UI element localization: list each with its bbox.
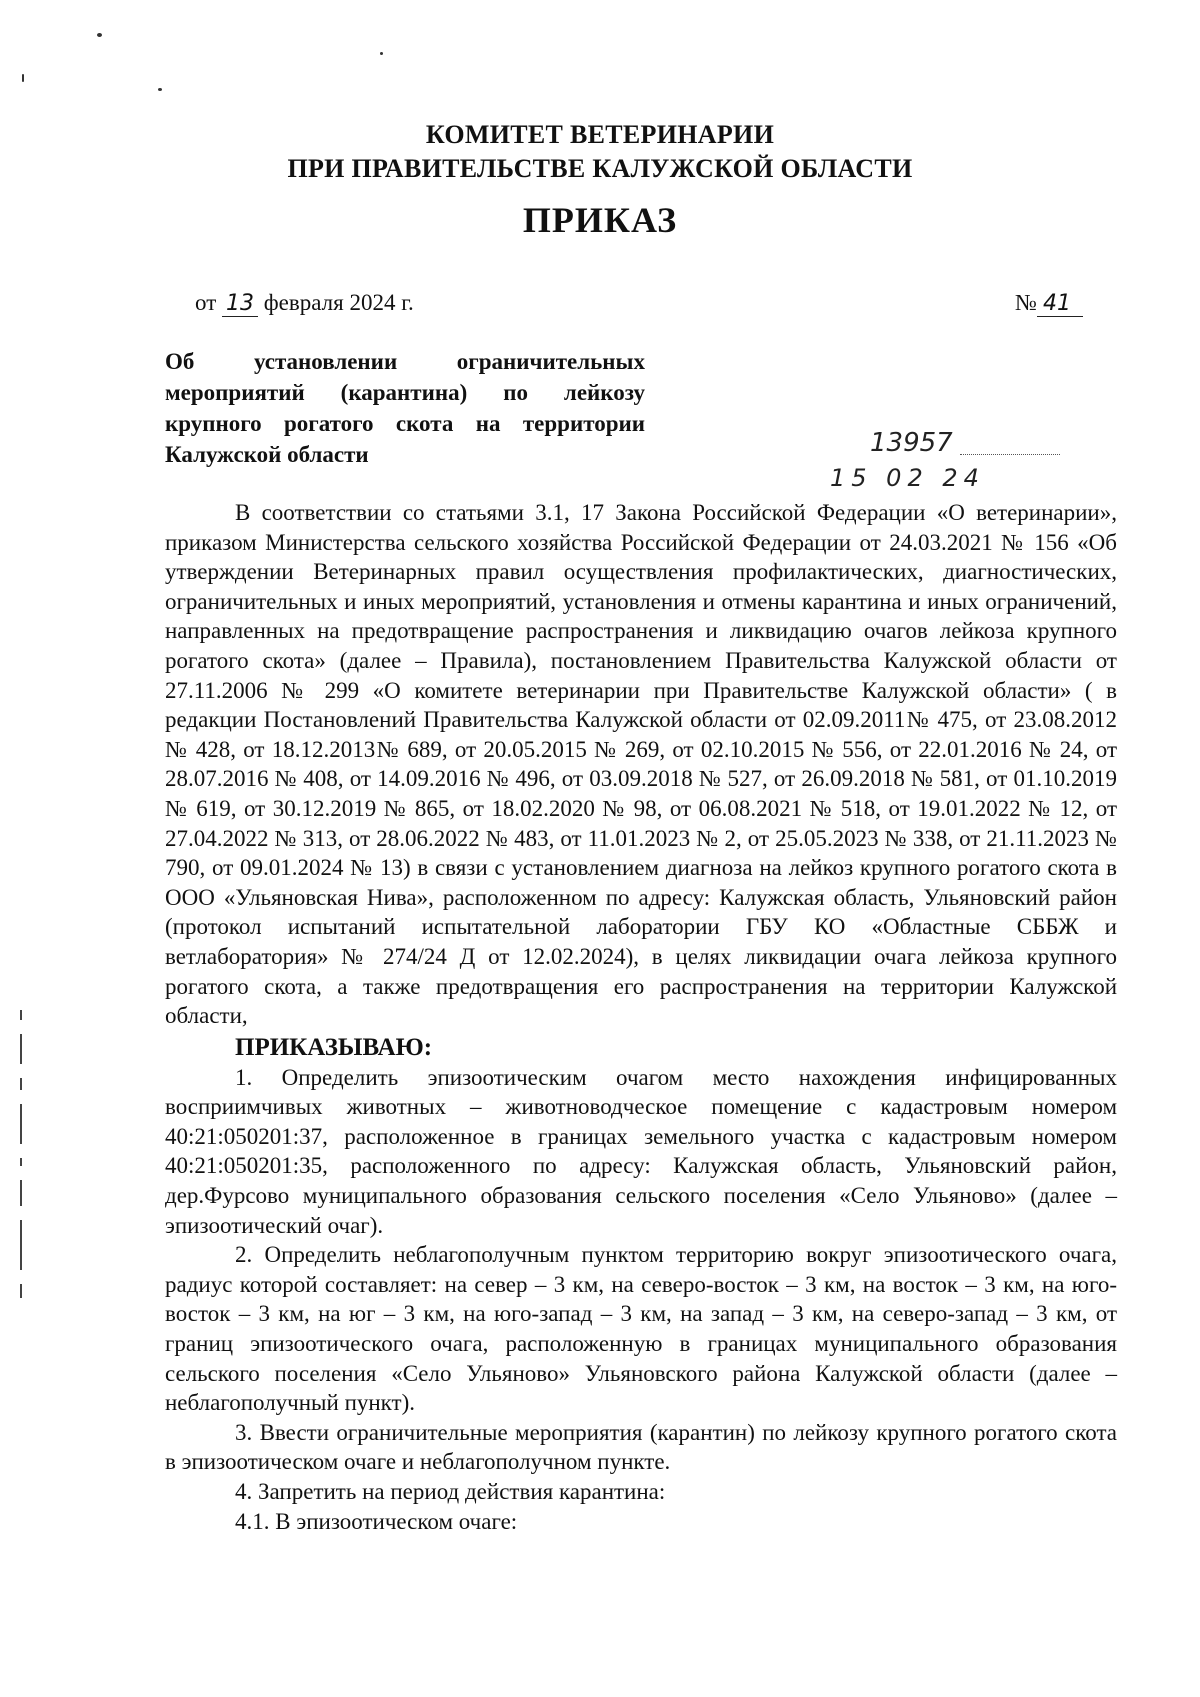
order-item-2: 2. Определить неблагополучным пунктом территорию вокруг эпизоотического очага, радиус которой составляет: на север – 3 км, на северо-восток – 3 км, на восток – 3 км, на юго-восток – 3 км, на юг – 3 км, на юго-запад – 3 км, на запад – 3 км, на северо-запад – 3 км, от границ эпизоотического очага, расположенную в границах муниципального образования сельского поселения «Село Ульяново» Ульяновского района Калужской области (далее – неблагополучный пункт). bbox=[165, 1242, 1117, 1416]
document-type-title: ПРИКАЗ bbox=[522, 200, 678, 240]
order-subject: Об установлении ограничительных мероприятий (карантина) по лейкозу крупного рогатого скота на территории Калужской области bbox=[165, 349, 645, 467]
order-item-4: 4. Запретить на период действия карантина: bbox=[235, 1479, 666, 1504]
date-prefix: от bbox=[195, 290, 217, 315]
committee-name-line-2: ПРИ ПРАВИТЕЛЬСТВЕ КАЛУЖСКОЙ ОБЛАСТИ bbox=[287, 154, 913, 183]
registration-dotted-line bbox=[960, 454, 1060, 455]
preamble-paragraph: В соответствии со статьями 3.1, 17 Закона Российской Федерации «О ветеринарии», приказом Министерства сельского хозяйства Российской Федерации от 24.03.2021 № 156 «Об утверждении Ветеринарных правил осуществления профилактических, диагностических, ограничительных и иных мероприятий, установления и отмены карантина и иных ограничений, направленных на предотвращение распространения и ликвидацию очагов лейкоза крупного рогатого скота» (далее – Правила), постановлением Правительства Калужской области от 27.11.2006 № 299 «О комитете ветеринарии при Правительстве Калужской области» ( в редакции Постановлений Правительства Калужской области от 02.09.2011№ 475, от 23.08.2012 № 428, от 18.12.2013№ 689, от 20.05.2015 № 269, от 02.10.2015 № 556, от 22.01.2016 № 24, от 28.07.2016 № 408, от 14.09.2016 № 496, от 03.09.2018 № 527, от 26.09.2018 № 581, от 01.10.2019 № 619, от 30.12.2019 № 865, от 18.02.2020 № 98, от 06.08.2021 № 518, от 19.01.2022 № 12, от 27.04.2022 № 313, от 28.06.2022 № 483, от 11.01.2023 № 2, от 25.05.2023 № 338, от 21.11.2023 № 790, от 09.01.2024 № 13) в связи с установлением диагноза на лейкоз крупного рогатого скота в ООО «Ульяновская Нива», расположенном по адресу: Калужская область, Ульяновский район (протокол испытаний испытательной лаборатории ГБУ КО «Областные СББЖ и ветлаборатория» № 274/24 Д от 12.02.2024), в целях ликвидации очага лейкоза крупного рогатого скота, а также предотвращения его распространения на территории Калужской области, bbox=[165, 500, 1117, 1029]
order-item-1: 1. Определить эпизоотическим очагом место нахождения инфицированных восприимчивых животных – животноводческое помещение с кадастровым номером 40:21:050201:37, расположенное в границах земельного участка с кадастровым номером 40:21:050201:35, расположенного по адресу: Калужская область, Ульяновский район, дер.Фурсово муниципального образования сельского поселения «Село Ульяново» (далее – эпизоотический очаг). bbox=[165, 1064, 1117, 1238]
order-number bbox=[1015, 288, 1083, 319]
registration-date: 15 02 24 bbox=[830, 464, 985, 492]
scan-speck bbox=[97, 33, 102, 37]
date-day-handwritten: 13 bbox=[222, 291, 258, 317]
registration-mark bbox=[820, 428, 1070, 498]
order-item-3: 3. Ввести ограничительные мероприятия (карантин) по лейкозу крупного рогатого скота в эпизоотическом очаге и неблагополучном пункте. bbox=[165, 1419, 1117, 1475]
date-rest: февраля 2024 г. bbox=[263, 290, 414, 315]
scan-edge-marks bbox=[20, 1010, 24, 1370]
order-date bbox=[195, 288, 414, 319]
registration-number: 13957 bbox=[870, 428, 953, 458]
scan-speck bbox=[380, 52, 383, 55]
scan-speck bbox=[22, 74, 24, 82]
committee-name-line-1: КОМИТЕТ ВЕТЕРИНАРИИ bbox=[425, 120, 775, 149]
order-body bbox=[165, 498, 1117, 1536]
order-item-4-1: 4.1. В эпизоотическом очаге: bbox=[235, 1508, 518, 1534]
number-prefix: № bbox=[1015, 290, 1037, 315]
scan-speck bbox=[158, 88, 162, 91]
number-value-handwritten: 41 bbox=[1037, 291, 1083, 317]
document-header bbox=[0, 118, 1200, 186]
order-directive-word: ПРИКАЗЫВАЮ: bbox=[235, 1033, 433, 1061]
